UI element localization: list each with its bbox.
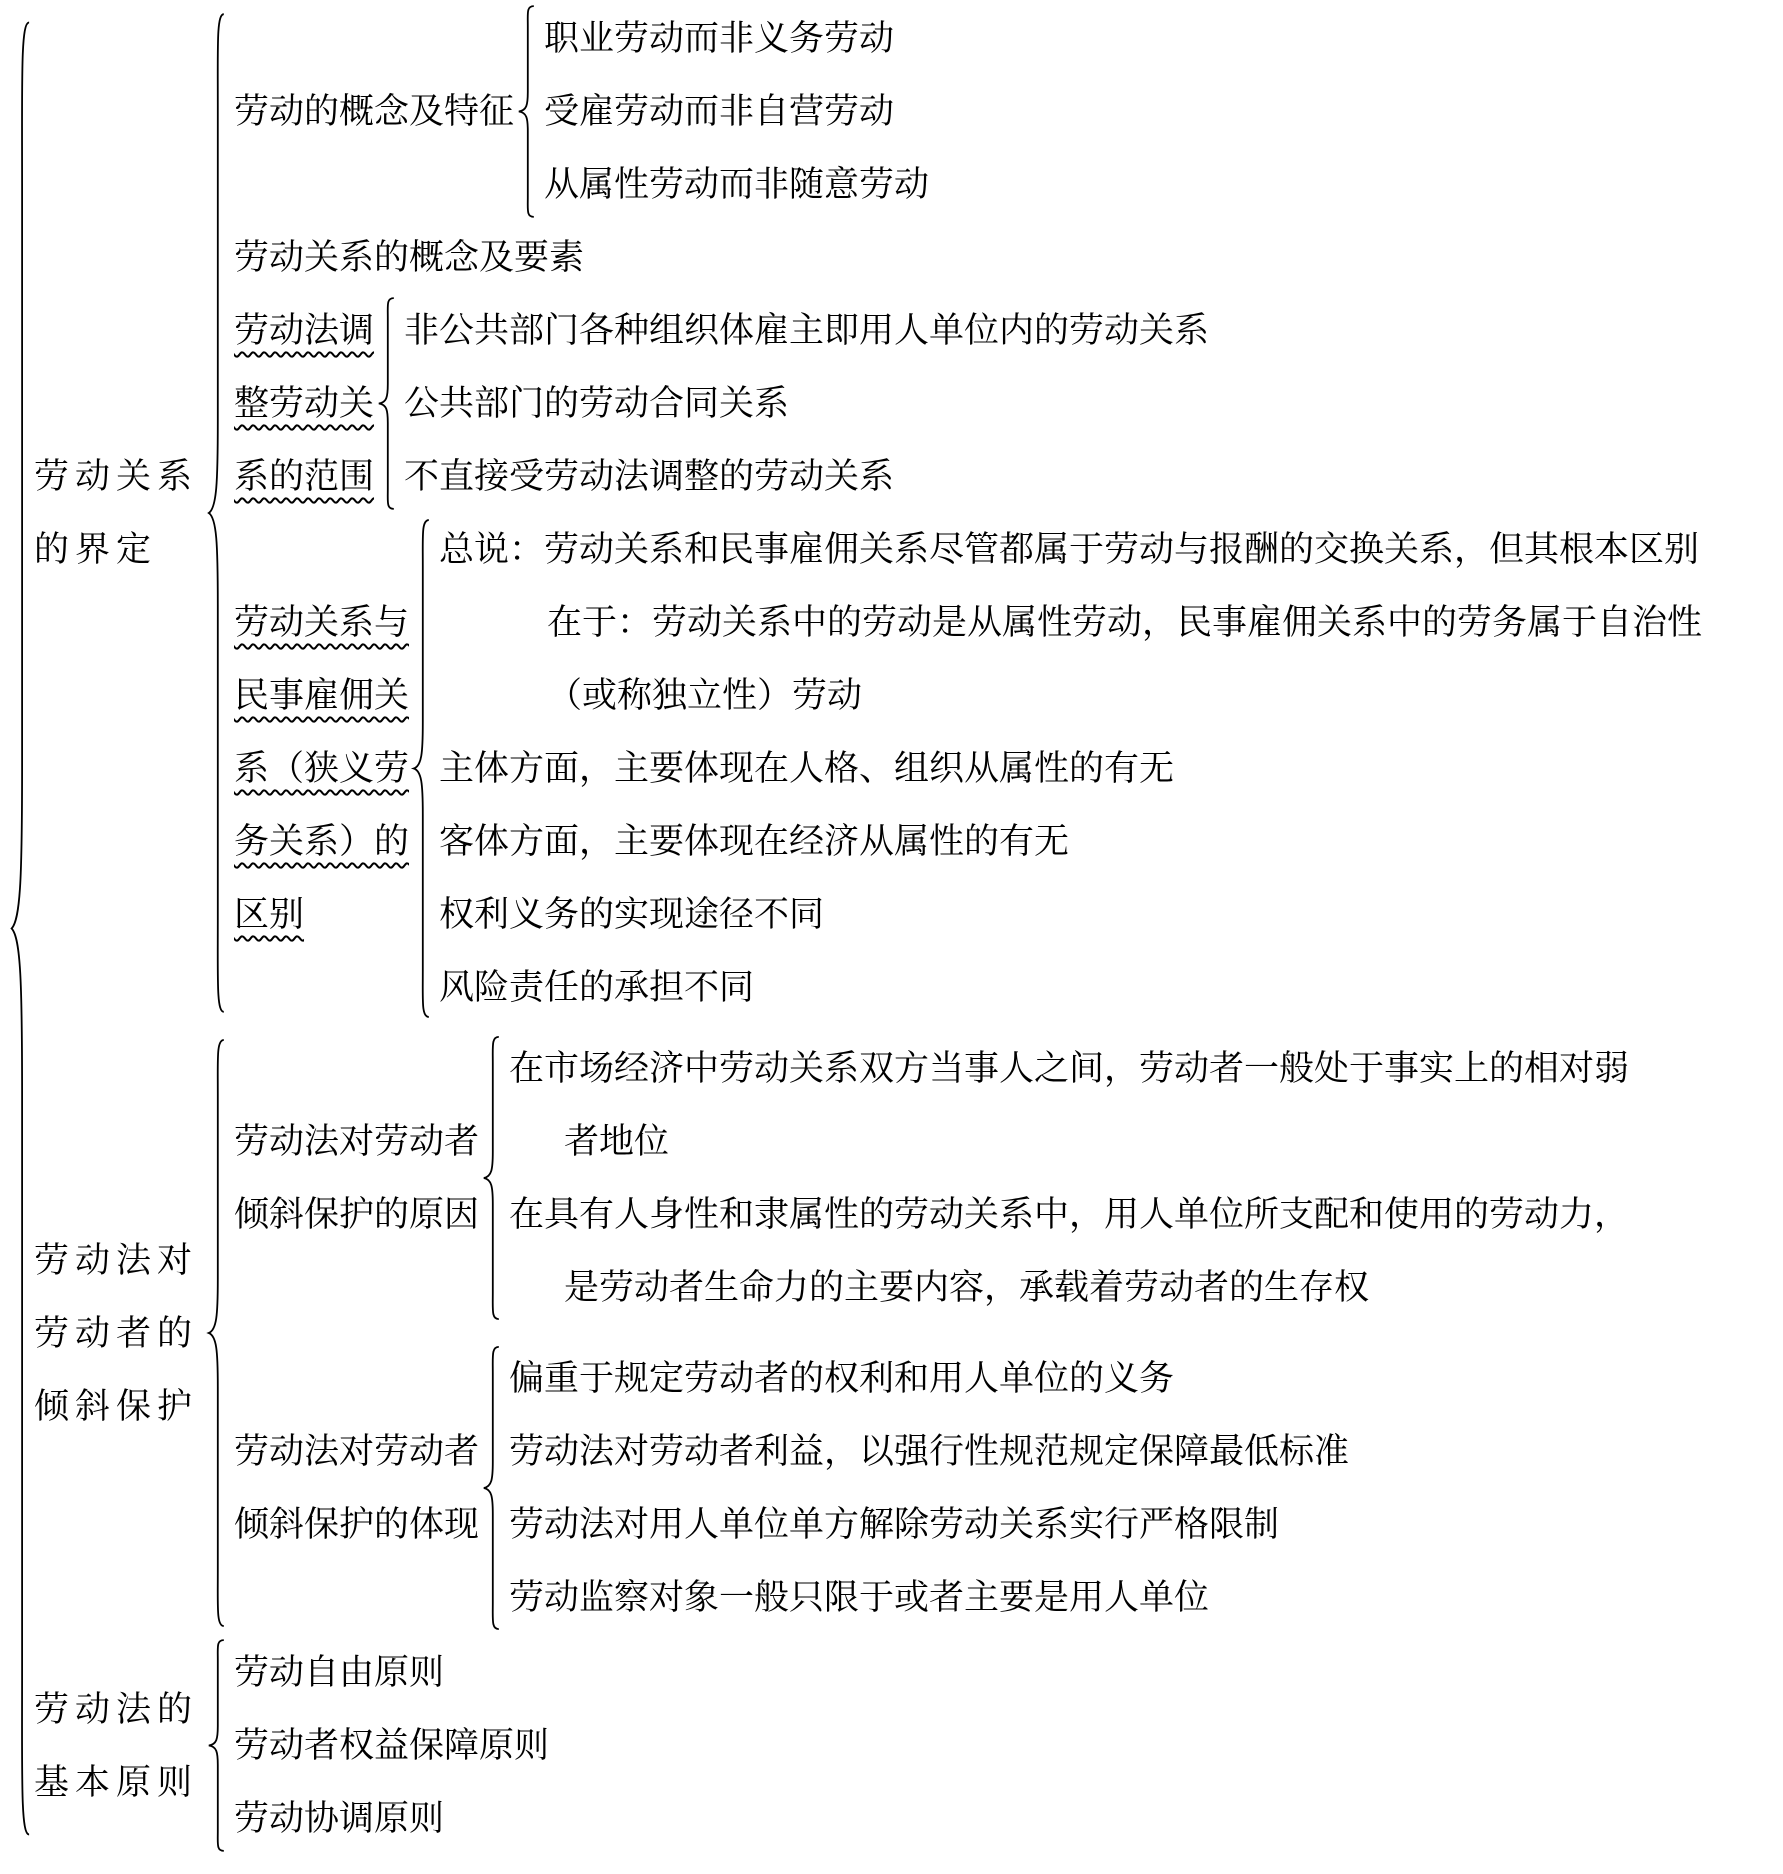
manifest-items [503, 1342, 1349, 1634]
reason-label [234, 1032, 479, 1324]
section2-label-line: 倾斜保护 [34, 1386, 199, 1426]
list-item: 风险责任的承担不同 [439, 968, 755, 1007]
list-item: 受雇劳动而非自营劳动 [544, 92, 895, 131]
manifest-label-line: 倾斜保护的体现 [234, 1505, 480, 1544]
section2-children [228, 1032, 1639, 1634]
list-item: 劳动法对劳动者利益，以强行性规范规定保障最低标准 [509, 1432, 1350, 1471]
section2-label [34, 1032, 204, 1634]
list-item: 在具有人身性和隶属性的劳动关系中，用人单位所支配和使用的劳动力，是劳动者生命力的主要内容，承载着劳动者的生存权 [509, 1195, 1630, 1307]
list-item: 劳动法对用人单位单方解除劳动关系实行严格限制 [509, 1505, 1280, 1544]
scope-brace [374, 294, 398, 513]
scope-label-line: 整劳动关 [234, 384, 375, 423]
difference-brace [409, 513, 433, 1024]
node-protection-manifestation [234, 1342, 1639, 1634]
list-item: 劳动监察对象一般只限于或者主要是用人单位 [509, 1578, 1210, 1617]
list-item: 非公共部门各种组织体雇主即用人单位内的劳动关系 [404, 311, 1210, 350]
section2-label-line: 劳动法对 [34, 1240, 199, 1280]
curly-brace-icon [514, 4, 538, 219]
difference-items [433, 513, 1717, 1024]
section1-children [228, 2, 1717, 1024]
manifest-label-line: 劳动法对劳动者 [234, 1432, 480, 1471]
curly-brace-icon [374, 296, 398, 511]
difference-label [234, 513, 409, 1024]
concept-features-brace [514, 2, 538, 221]
section1-brace [204, 2, 228, 1024]
node-labor-relation-definition [34, 2, 1717, 1024]
node-labor-law-adjust-scope [234, 294, 1717, 513]
curly-brace-icon [204, 1638, 228, 1853]
list-item: 主体方面，主要体现在人格、组织从属性的有无 [439, 749, 1175, 788]
list-item: 不直接受劳动法调整的劳动关系 [404, 457, 895, 496]
node-tilted-protection [34, 1032, 1717, 1634]
curly-brace-icon [204, 1034, 228, 1632]
section1-label [34, 2, 204, 1024]
difference-label-line: 劳动关系与 [234, 603, 410, 642]
reason-label-line: 劳动法对劳动者 [234, 1122, 480, 1161]
list-item: 劳动者权益保障原则 [234, 1726, 550, 1765]
concept-features-label-line: 劳动的概念及特征 [234, 92, 515, 131]
list-item: 职业劳动而非义务劳动 [544, 19, 895, 58]
section2-brace [204, 1032, 228, 1634]
curly-brace-icon [6, 4, 34, 1853]
list-item: 在市场经济中劳动关系双方当事人之间，劳动者一般处于事实上的相对弱者地位 [509, 1049, 1630, 1161]
list-item: 总说：劳动关系和民事雇佣关系尽管都属于劳动与报酬的交换关系，但其根本区别在于：劳动关系中的劳动是从属性劳动，民事雇佣关系中的劳务属于自治性（或称独立性）劳动 [439, 530, 1703, 715]
scope-label-line: 劳动法调 [234, 311, 375, 350]
list-item: 权利义务的实现途径不同 [439, 895, 825, 934]
list-item: 从属性劳动而非随意劳动 [544, 165, 930, 204]
difference-label-line: 民事雇佣关 [234, 676, 410, 715]
section1-label-line: 的界定 [34, 530, 158, 569]
root-children [34, 2, 1717, 1855]
concept-features-label [234, 2, 514, 221]
node-labor-relation-concept: 劳动关系的概念及要素 [234, 238, 585, 277]
difference-label-line: 系（狭义劳 [234, 749, 410, 788]
reason-brace [479, 1032, 503, 1324]
section3-label-line: 劳动法的 [34, 1689, 199, 1729]
scope-label-line: 系的范围 [234, 457, 375, 496]
list-item: 劳动协调原则 [234, 1799, 445, 1838]
node-basic-principles [34, 1636, 1717, 1855]
section1-label-line: 劳动关系 [34, 457, 199, 496]
difference-label-line: 区别 [234, 895, 305, 934]
manifest-label [234, 1342, 479, 1634]
list-item: 偏重于规定劳动者的权利和用人单位的义务 [509, 1359, 1175, 1398]
reason-label-line: 倾斜保护的原因 [234, 1195, 480, 1234]
manifest-brace [479, 1342, 503, 1634]
reason-items [503, 1032, 1639, 1324]
section3-brace [204, 1636, 228, 1855]
concept-features-items [538, 2, 929, 221]
curly-brace-icon [479, 1344, 503, 1632]
node-protection-reason [234, 1032, 1639, 1324]
section3-label-line: 基本原则 [34, 1762, 199, 1802]
curly-brace-icon [479, 1034, 503, 1322]
curly-brace-icon [204, 4, 228, 1022]
section3-items [228, 1636, 549, 1855]
section2-label-line: 劳动者的 [34, 1313, 199, 1353]
root-brace [6, 2, 34, 1855]
root-node [6, 2, 1783, 1855]
scope-label [234, 294, 374, 513]
list-item: 公共部门的劳动合同关系 [404, 384, 790, 423]
curly-brace-icon [409, 515, 433, 1022]
difference-label-line: 务关系）的 [234, 822, 410, 861]
scope-items [398, 294, 1209, 513]
node-difference-civil-employment [234, 513, 1717, 1024]
section3-label [34, 1636, 204, 1855]
node-labor-concept-features [234, 2, 1717, 221]
list-item: 客体方面，主要体现在经济从属性的有无 [439, 822, 1070, 861]
list-item: 劳动自由原则 [234, 1653, 445, 1692]
